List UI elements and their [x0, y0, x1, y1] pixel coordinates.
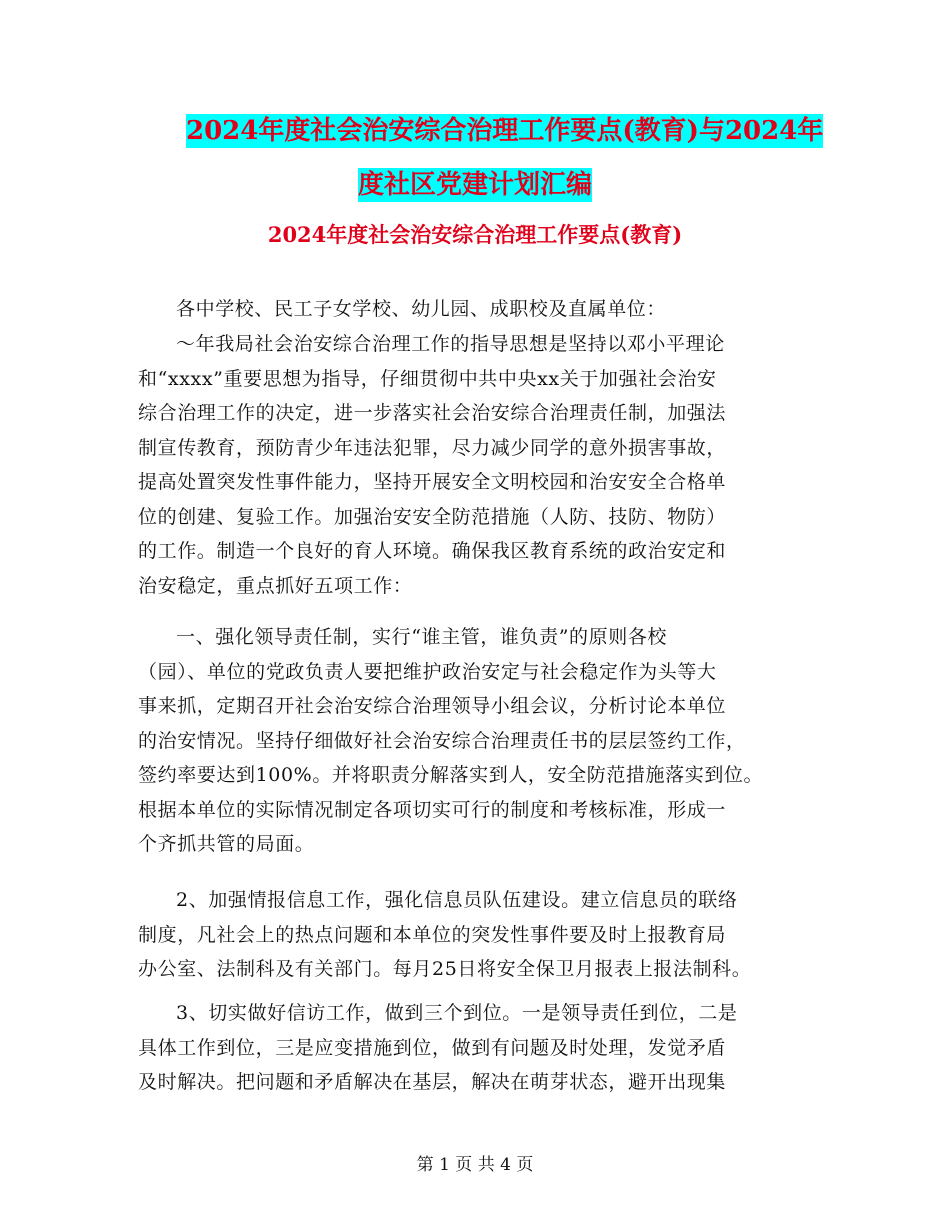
text-line: 治安稳定，重点抓好五项工作： [138, 574, 413, 597]
text-line: 3、切实做好信访工作，做到三个到位。一是领导责任到位，二是 [176, 1002, 738, 1024]
title-line-2: 度社区党建计划汇编 [358, 170, 593, 200]
text-line: 根据本单位的实际情况制定各项切实可行的制度和考核标准，形成一 [138, 798, 727, 821]
section-heading: 2024年度社会治安综合治理工作要点(教育) [267, 222, 683, 247]
text-line: 的治安情况。坚持仔细做好社会治安综合治理责任书的层层签约工作， [138, 729, 746, 752]
paragraph-item-2 [138, 883, 818, 987]
text-line: （园）、单位的党政负责人要把维护政治安定与社会稳定作为头等大 [138, 660, 717, 683]
page-footer: 第 1 页 共 4 页 [416, 1155, 534, 1175]
text-line: ～年我局社会治安综合治理工作的指导思想是坚持以邓小平理论 [176, 333, 725, 355]
text-line: 及时解决。把问题和矛盾解决在基层，解决在萌芽状态，避开出现集 [138, 1071, 727, 1093]
text-line: 制度，凡社会上的热点问题和本单位的突发性事件要及时上报教育局 [138, 923, 727, 946]
paragraph-item-3 [138, 996, 818, 1100]
paragraph-greeting [138, 292, 818, 327]
text-line: 各中学校、民工子女学校、幼儿园、成职校及直属单位： [176, 298, 667, 320]
text-line: 的工作。制造一个良好的育人环境。确保我区教育系统的政治安定和 [138, 540, 727, 562]
paragraph-guiding-thought [138, 327, 818, 603]
text-line: 办公室、法制科及有关部门。每月25日将安全保卫月报表上报法制科。 [138, 958, 752, 980]
text-line: 提高处置突发性事件能力，坚持开展安全文明校园和治安安全合格单 [138, 471, 727, 493]
text-line: 一、强化领导责任制，实行“谁主管，谁负责”的原则各校 [176, 626, 668, 648]
text-line: 事来抓，定期召开社会治安综合治理领导小组会议，分析讨论本单位 [138, 695, 727, 717]
title-line-1: 2024年度社会治安综合治理工作要点(教育)与2024年 [186, 116, 824, 146]
text-line: 2、加强情报信息工作，强化信息员队伍建设。建立信息员的联络 [176, 889, 738, 911]
text-line: 制宣传教育，预防青少年违法犯罪，尽力减少同学的意外损害事故， [138, 436, 727, 459]
text-line: 个齐抓共管的局面。 [138, 833, 315, 855]
text-line: 具体工作到位，三是应变措施到位，做到有问题及时处理，发觉矛盾 [138, 1036, 727, 1059]
paragraph-item-1 [138, 620, 818, 862]
text-line: 位的创建、复验工作。加强治安安全防范措施（人防、技防、物防） [138, 505, 727, 528]
text-line: 综合治理工作的决定，进一步落实社会治安综合治理责任制，加强法 [138, 402, 727, 424]
text-line: 签约率要达到100%。并将职责分解落实到人，安全防范措施落实到位。 [138, 764, 764, 786]
text-line: 和“xxxx”重要思想为指导，仔细贯彻中共中央xx关于加强社会治安 [138, 367, 717, 390]
